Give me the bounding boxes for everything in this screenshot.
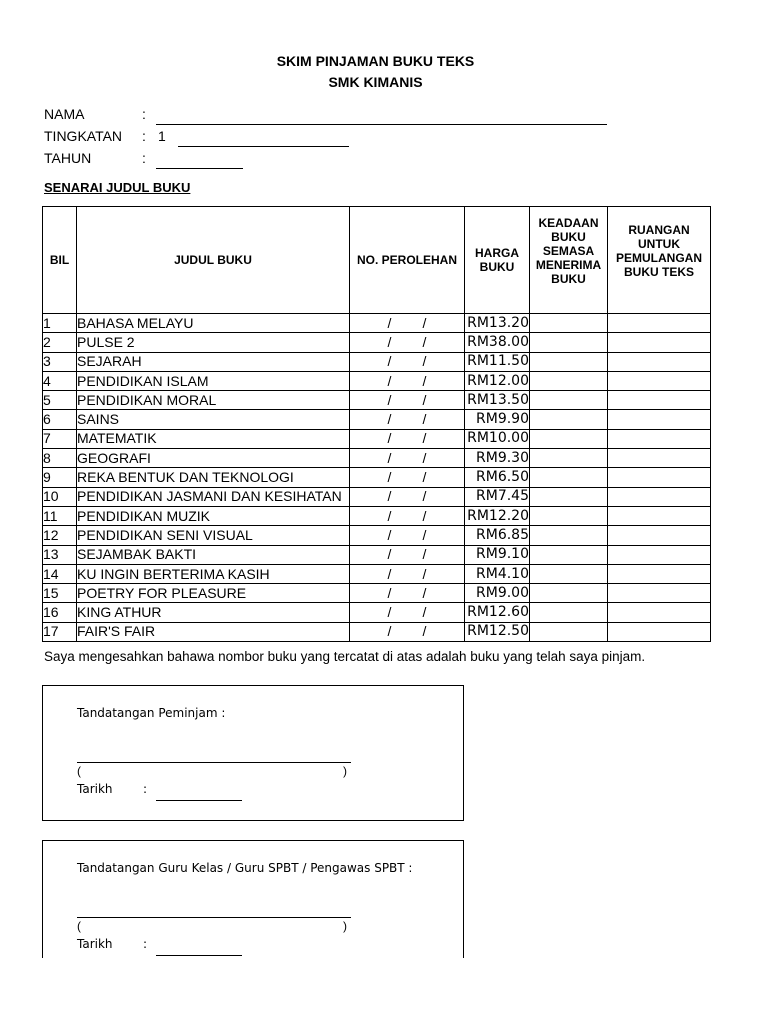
teacher-signature-label: Tandatangan Guru Kelas / Guru SPBT / Pengawas SPBT :: [77, 861, 413, 875]
confirmation-statement: Saya mengesahkan bahawa nombor buku yang tercatat di atas adalah buku yang telah saya pinjam.: [44, 649, 646, 664]
row-ruangan-pemulangan[interactable]: [608, 429, 711, 448]
row-harga-buku: RM6.85: [465, 526, 530, 545]
borrower-signature-box: [42, 685, 464, 821]
row-keadaan-buku[interactable]: [530, 371, 608, 390]
row-no-perolehan[interactable]: / /: [350, 410, 465, 429]
row-bil: 8: [43, 449, 77, 468]
row-ruangan-pemulangan[interactable]: [608, 352, 711, 371]
table-row: [43, 584, 711, 603]
header-no-perolehan: NO. PEROLEHAN: [350, 207, 465, 314]
tahun-colon: :: [142, 150, 146, 166]
row-ruangan-pemulangan[interactable]: [608, 410, 711, 429]
row-ruangan-pemulangan[interactable]: [608, 449, 711, 468]
row-harga-buku: RM9.00: [465, 584, 530, 603]
header-judul-buku: JUDUL BUKU: [77, 207, 350, 314]
row-judul-buku: PENDIDIKAN ISLAM: [77, 371, 350, 390]
row-keadaan-buku[interactable]: [530, 429, 608, 448]
row-harga-buku: RM9.90: [465, 410, 530, 429]
section-title: SENARAI JUDUL BUKU: [44, 180, 191, 195]
nama-label: NAMA: [44, 106, 85, 122]
row-no-perolehan[interactable]: / /: [350, 526, 465, 545]
header-ruangan-pemulangan: RUANGAN UNTUK PEMULANGAN BUKU TEKS: [608, 207, 711, 314]
row-ruangan-pemulangan[interactable]: [608, 371, 711, 390]
row-no-perolehan[interactable]: / /: [350, 429, 465, 448]
borrower-date-line[interactable]: [156, 800, 242, 801]
borrower-date-colon: :: [143, 782, 148, 796]
row-bil: 11: [43, 506, 77, 525]
row-judul-buku: GEOGRAFI: [77, 449, 350, 468]
row-keadaan-buku[interactable]: [530, 468, 608, 487]
table-row: [43, 371, 711, 390]
row-no-perolehan[interactable]: / /: [350, 506, 465, 525]
teacher-signature-line[interactable]: [77, 917, 351, 918]
borrower-open-paren: (: [77, 764, 81, 778]
tingkatan-label: TINGKATAN: [44, 128, 123, 144]
table-row: [43, 603, 711, 622]
row-ruangan-pemulangan[interactable]: [608, 468, 711, 487]
row-judul-buku: FAIR'S FAIR: [77, 622, 350, 641]
row-bil: 7: [43, 429, 77, 448]
row-ruangan-pemulangan[interactable]: [608, 545, 711, 564]
row-ruangan-pemulangan[interactable]: [608, 391, 711, 410]
school-name: SMK KIMANIS: [328, 74, 423, 90]
row-bil: 4: [43, 371, 77, 390]
teacher-date-label: Tarikh: [77, 937, 113, 951]
row-keadaan-buku[interactable]: [530, 449, 608, 468]
table-row: [43, 468, 711, 487]
borrower-close-paren: ): [343, 764, 347, 778]
row-bil: 10: [43, 487, 77, 506]
row-no-perolehan[interactable]: / /: [350, 545, 465, 564]
row-keadaan-buku[interactable]: [530, 352, 608, 371]
row-ruangan-pemulangan[interactable]: [608, 487, 711, 506]
borrower-date-label: Tarikh: [77, 782, 113, 796]
teacher-date-line[interactable]: [156, 955, 242, 956]
row-bil: 5: [43, 391, 77, 410]
row-bil: 14: [43, 564, 77, 583]
tingkatan-value: 1: [158, 128, 166, 144]
row-no-perolehan[interactable]: / /: [350, 584, 465, 603]
header-bil: BIL: [43, 207, 77, 314]
page-bottom-margin: [0, 958, 768, 1024]
row-judul-buku: KING ATHUR: [77, 603, 350, 622]
row-harga-buku: RM9.30: [465, 449, 530, 468]
row-judul-buku: PENDIDIKAN SENI VISUAL: [77, 526, 350, 545]
header-harga-buku: HARGA BUKU: [465, 207, 530, 314]
table-row: [43, 564, 711, 583]
row-bil: 13: [43, 545, 77, 564]
row-harga-buku: RM12.00: [465, 371, 530, 390]
row-harga-buku: RM9.10: [465, 545, 530, 564]
borrower-signature-line[interactable]: [77, 762, 351, 763]
tingkatan-line[interactable]: [178, 146, 349, 147]
table-row: [43, 333, 711, 352]
row-no-perolehan[interactable]: / /: [350, 468, 465, 487]
row-keadaan-buku[interactable]: [530, 603, 608, 622]
row-bil: 9: [43, 468, 77, 487]
row-ruangan-pemulangan[interactable]: [608, 506, 711, 525]
row-no-perolehan[interactable]: / /: [350, 622, 465, 641]
row-ruangan-pemulangan[interactable]: [608, 584, 711, 603]
table-row: [43, 391, 711, 410]
row-ruangan-pemulangan[interactable]: [608, 603, 711, 622]
row-keadaan-buku[interactable]: [530, 622, 608, 641]
row-no-perolehan[interactable]: / /: [350, 314, 465, 333]
row-judul-buku: PULSE 2: [77, 333, 350, 352]
row-no-perolehan[interactable]: / /: [350, 371, 465, 390]
tahun-label: TAHUN: [44, 150, 92, 166]
row-judul-buku: PENDIDIKAN MUZIK: [77, 506, 350, 525]
table-row: [43, 622, 711, 641]
row-bil: 12: [43, 526, 77, 545]
row-bil: 1: [43, 314, 77, 333]
row-judul-buku: KU INGIN BERTERIMA KASIH: [77, 564, 350, 583]
row-judul-buku: MATEMATIK: [77, 429, 350, 448]
row-no-perolehan[interactable]: / /: [350, 391, 465, 410]
row-judul-buku: SAINS: [77, 410, 350, 429]
row-keadaan-buku[interactable]: [530, 391, 608, 410]
row-keadaan-buku[interactable]: [530, 314, 608, 333]
row-judul-buku: REKA BENTUK DAN TEKNOLOGI: [77, 468, 350, 487]
table-row: [43, 314, 711, 333]
table-row: [43, 429, 711, 448]
row-judul-buku: PENDIDIKAN MORAL: [77, 391, 350, 410]
row-harga-buku: RM12.20: [465, 506, 530, 525]
header-keadaan-buku: KEADAAN BUKU SEMASA MENERIMA BUKU: [530, 207, 608, 314]
row-harga-buku: RM7.45: [465, 487, 530, 506]
row-harga-buku: RM4.10: [465, 564, 530, 583]
row-ruangan-pemulangan[interactable]: [608, 333, 711, 352]
table-row: [43, 449, 711, 468]
row-no-perolehan[interactable]: / /: [350, 487, 465, 506]
teacher-date-colon: :: [143, 937, 148, 951]
row-harga-buku: RM6.50: [465, 468, 530, 487]
book-list-table: [42, 206, 711, 642]
table-row: [43, 487, 711, 506]
row-harga-buku: RM10.00: [465, 429, 530, 448]
row-no-perolehan[interactable]: / /: [350, 449, 465, 468]
row-bil: 16: [43, 603, 77, 622]
row-keadaan-buku[interactable]: [530, 545, 608, 564]
row-no-perolehan[interactable]: / /: [350, 564, 465, 583]
row-ruangan-pemulangan[interactable]: [608, 622, 711, 641]
row-keadaan-buku[interactable]: [530, 506, 608, 525]
table-row: [43, 545, 711, 564]
row-bil: 6: [43, 410, 77, 429]
row-no-perolehan[interactable]: / /: [350, 603, 465, 622]
borrower-signature-label: Tandatangan Peminjam :: [77, 706, 226, 720]
row-judul-buku: POETRY FOR PLEASURE: [77, 584, 350, 603]
row-bil: 15: [43, 584, 77, 603]
teacher-signature-box: [42, 840, 464, 970]
row-harga-buku: RM12.50: [465, 622, 530, 641]
teacher-close-paren: ): [343, 919, 347, 933]
row-keadaan-buku[interactable]: [530, 487, 608, 506]
document-title: SKIM PINJAMAN BUKU TEKS: [276, 53, 475, 69]
row-judul-buku: BAHASA MELAYU: [77, 314, 350, 333]
table-header-row: [43, 207, 711, 314]
row-judul-buku: PENDIDIKAN JASMANI DAN KESIHATAN: [77, 487, 350, 506]
row-judul-buku: SEJAMBAK BAKTI: [77, 545, 350, 564]
row-ruangan-pemulangan[interactable]: [608, 314, 711, 333]
row-keadaan-buku[interactable]: [530, 526, 608, 545]
row-judul-buku: SEJARAH: [77, 352, 350, 371]
row-harga-buku: RM13.20: [465, 314, 530, 333]
row-harga-buku: RM11.50: [465, 352, 530, 371]
teacher-open-paren: (: [77, 919, 81, 933]
row-no-perolehan[interactable]: / /: [350, 333, 465, 352]
row-keadaan-buku[interactable]: [530, 333, 608, 352]
row-no-perolehan[interactable]: / /: [350, 352, 465, 371]
table-row: [43, 410, 711, 429]
row-bil: 2: [43, 333, 77, 352]
row-bil: 17: [43, 622, 77, 641]
row-ruangan-pemulangan[interactable]: [608, 526, 711, 545]
row-bil: 3: [43, 352, 77, 371]
row-keadaan-buku[interactable]: [530, 584, 608, 603]
table-row: [43, 506, 711, 525]
nama-colon: :: [142, 106, 146, 122]
tingkatan-colon: :: [142, 128, 146, 144]
row-keadaan-buku[interactable]: [530, 410, 608, 429]
table-row: [43, 526, 711, 545]
row-keadaan-buku[interactable]: [530, 564, 608, 583]
row-harga-buku: RM13.50: [465, 391, 530, 410]
tahun-line[interactable]: [156, 168, 243, 169]
row-harga-buku: RM38.00: [465, 333, 530, 352]
row-ruangan-pemulangan[interactable]: [608, 564, 711, 583]
row-harga-buku: RM12.60: [465, 603, 530, 622]
table-row: [43, 352, 711, 371]
nama-line[interactable]: [156, 124, 607, 125]
